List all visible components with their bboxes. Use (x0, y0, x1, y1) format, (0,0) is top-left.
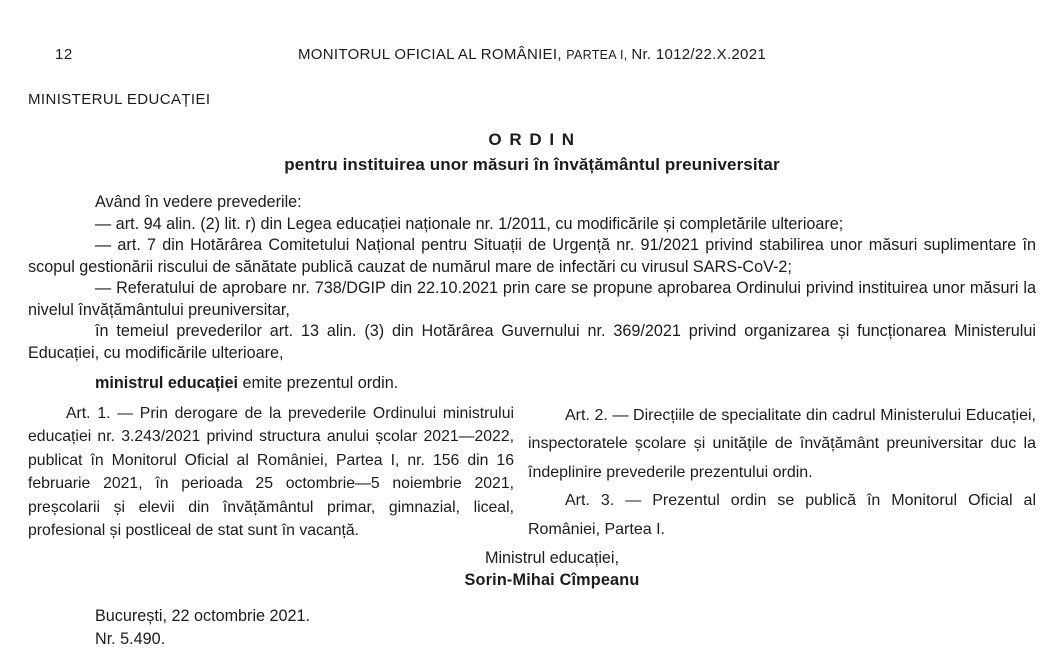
preamble-item-3: — Referatului de aprobare nr. 738/DGIP din 22.10.2021 prin care se propune aprobarea Ordinului privind instituirea unor măsuri la nivelul învățământului preuniversitar, (28, 279, 1036, 319)
article-3: Art. 3. — Prezentul ordin se publică în Monitorul Oficial al României, Partea I. (528, 492, 1036, 538)
column-left (28, 402, 514, 545)
article-1: Art. 1. — Prin derogare de la prevederile Ordinului ministrului educației nr. 3.243/2021 privind structura anului școlar 2021—2022, publicat în Monitorul Oficial al României, Partea I, nr. 156 din 16 februarie 2021, în perioada 25 octombrie—5 noiembrie 2021, preșcolarii și elevii din învățământul primar, gimnazial, liceal, profesional și postliceal de stat sunt în vacanță. (28, 404, 514, 540)
gazette-title: MONITORUL OFICIAL AL ROMÂNIEI, (298, 46, 567, 63)
gazette-part: PARTEA I, (566, 48, 632, 62)
enactment-line (28, 373, 1036, 395)
preamble-intro: Având în vedere prevederile: (95, 193, 302, 211)
signature-role: Ministrul educației, (484, 549, 620, 568)
legal-basis: în temeiul prevederilor art. 13 alin. (3) din Hotărârea Guvernului nr. 369/2021 privind organizarea și funcționarea Ministerului Educației, cu modificările ulterioare, (28, 322, 1036, 362)
enactment-rest: emite prezentul ordin. (238, 374, 399, 392)
page-number: 12 (55, 46, 73, 63)
page-header (28, 46, 1036, 65)
article-2: Art. 2. — Direcțiile de specialitate din cadrul Ministerului Educației, inspectoratele școlare și unitățile de învățământ preuniversitar duc la îndeplinire prevederile prezentului ordin. (528, 406, 1036, 481)
articles-columns (28, 402, 1036, 545)
preamble-item-2: — art. 7 din Hotărârea Comitetului Național pentru Situații de Urgență nr. 91/2021 privind stabilirea unor măsuri suplimentare în scopul gestionării riscului de sănătate publică cauzat de numărul mare de infectări cu virusul SARS-CoV-2; (28, 236, 1036, 276)
preamble-item-1: — art. 94 alin. (2) lit. r) din Legea educației naționale nr. 1/2011, cu modificările și completările ulterioare; (95, 214, 844, 233)
gazette-issue-number: Nr. 1012/22.X.2021 (631, 46, 766, 63)
preamble (28, 192, 1036, 364)
gazette-header (28, 46, 1036, 63)
document-footer (95, 605, 1036, 651)
ministry-name: MINISTERUL EDUCAȚIEI (28, 91, 211, 108)
column-gap (514, 402, 528, 545)
signature-name: Sorin-Mihai Cîmpeanu (464, 570, 640, 589)
footer-place-date: București, 22 octombrie 2021. (95, 607, 311, 626)
enactment-minister: ministrul educației (95, 374, 239, 392)
order-subtitle: pentru instituirea unor măsuri în învățământul preuniversitar (284, 155, 780, 174)
column-right (528, 402, 1036, 545)
order-title: O R D I N (488, 130, 576, 149)
signature-block (48, 548, 1046, 591)
footer-number: Nr. 5.490. (95, 630, 166, 649)
